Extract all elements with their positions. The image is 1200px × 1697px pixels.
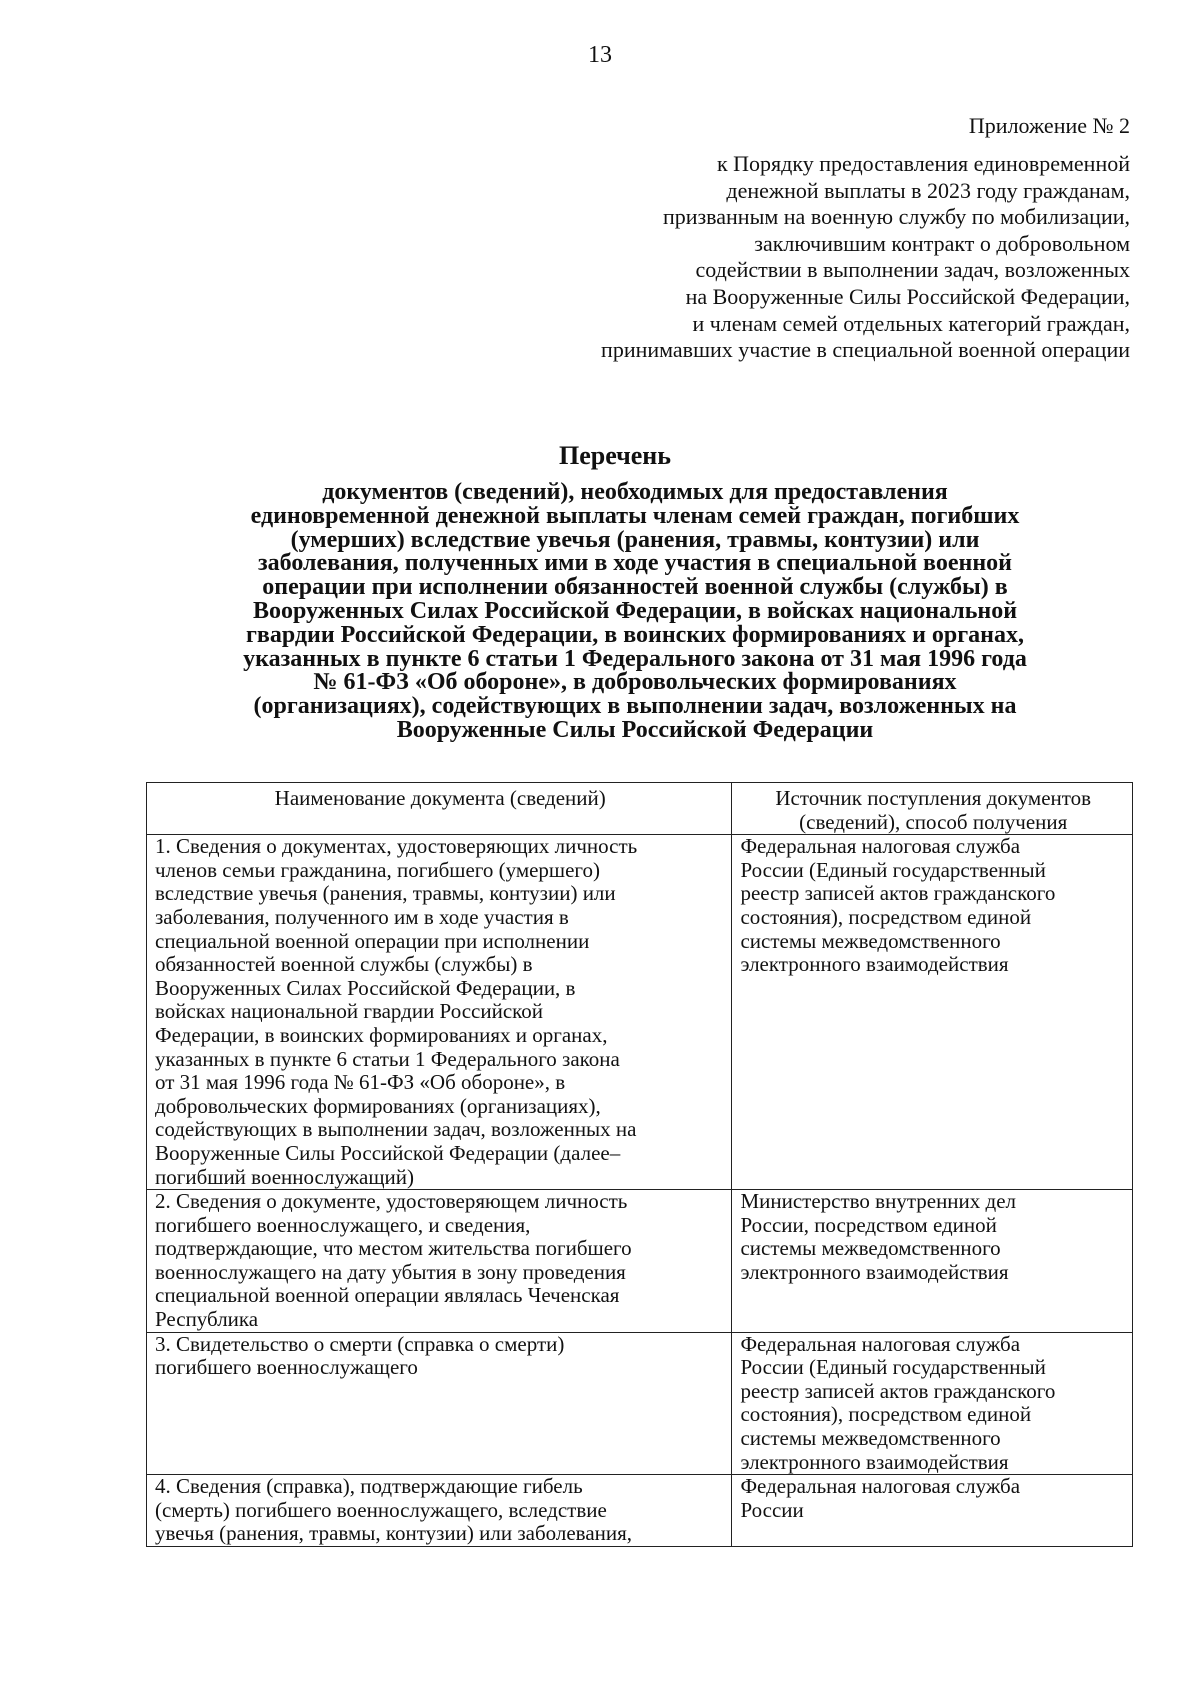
cell-source xyxy=(732,835,1133,1190)
cell-line: реестр записей актов гражданского xyxy=(740,1378,1056,1403)
subtitle-line: № 61-ФЗ «Об обороне», в добровольческих формированиях xyxy=(313,669,957,696)
appendix-line: на Вооруженные Силы Российской Федерации, xyxy=(685,283,1130,309)
header-line: (сведений), способ получения xyxy=(799,809,1068,834)
cell-line: Вооруженные Силы Российской Федерации (далее– xyxy=(155,1140,621,1165)
table-row xyxy=(147,835,1133,1190)
cell-line: системы межведомственного xyxy=(740,1426,1001,1451)
cell-line: состояния), посредством единой xyxy=(740,904,1032,929)
cell-line: электронного взаимодействия xyxy=(740,952,1009,977)
subtitle-line: заболевания, полученных ими в ходе участия в специальной военной xyxy=(258,550,1012,577)
cell-line: специальной военной операции являлась Чеченская xyxy=(155,1283,620,1308)
cell-line: добровольческих формированиях (организациях), xyxy=(155,1093,601,1118)
subtitle-line: указанных в пункте 6 статьи 1 Федерального закона от 31 мая 1996 года xyxy=(243,645,1027,672)
appendix-line: денежной выплаты в 2023 году гражданам, xyxy=(726,177,1130,203)
cell-line: увечья (ранения, травмы, контузии) или заболевания, xyxy=(155,1521,633,1546)
cell-line: России (Единый государственный xyxy=(740,1355,1046,1380)
cell-line: Министерство внутренних дел xyxy=(740,1189,1017,1214)
cell-line: вследствие увечья (ранения, травмы, контузии) или xyxy=(155,881,616,906)
cell-line: системы межведомственного xyxy=(740,1236,1001,1261)
cell-line: заболевания, полученного им в ходе участия в xyxy=(155,904,569,929)
cell-line: подтверждающие, что местом жительства погибшего xyxy=(155,1236,632,1261)
document-title: Перечень xyxy=(558,441,672,470)
cell-source xyxy=(732,1190,1133,1333)
subtitle-line: единовременной денежной выплаты членам семей граждан, погибших xyxy=(250,502,1020,529)
cell-document-name xyxy=(147,835,732,1190)
cell-line: 4. Сведения (справка), подтверждающие гибель xyxy=(155,1474,583,1499)
appendix-reference xyxy=(490,151,1130,364)
cell-line: военнослужащего на дату убытия в зону проведения xyxy=(155,1259,626,1284)
table-header-row xyxy=(147,783,1133,835)
header-document-name xyxy=(147,783,732,835)
cell-line: (смерть) погибшего военнослужащего, вследствие xyxy=(155,1497,607,1522)
subtitle-line: документов (сведений), необходимых для предоставления xyxy=(322,479,948,505)
appendix-line: содействии в выполнении задач, возложенных xyxy=(695,257,1130,283)
appendix-label: Приложение № 2 xyxy=(968,113,1130,138)
subtitle-line: гвардии Российской Федерации, в воинских формированиях и органах, xyxy=(245,621,1025,648)
cell-line: Федеральная налоговая служба xyxy=(740,834,1021,859)
subtitle-line: (организациях), содействующих в выполнении задач, возложенных на xyxy=(253,693,1017,720)
cell-source xyxy=(732,1332,1133,1475)
cell-line: погибшего военнослужащего xyxy=(155,1355,418,1380)
cell-line: от 31 мая 1996 года № 61-ФЗ «Об обороне», в xyxy=(155,1070,566,1095)
cell-line: войсках национальной гвардии Российской xyxy=(155,999,544,1024)
cell-line: содействующих в выполнении задач, возложенных на xyxy=(155,1117,637,1142)
cell-line: системы межведомственного xyxy=(740,928,1001,953)
table-row xyxy=(147,1332,1133,1475)
cell-line: членов семьи гражданина, погибшего (умершего) xyxy=(155,857,601,882)
subtitle-line: (умерших) вследствие увечья (ранения, травмы, контузии) или xyxy=(290,526,980,553)
cell-document-name xyxy=(147,1190,732,1333)
table-row xyxy=(147,1475,1133,1547)
cell-line: 2. Сведения о документе, удостоверяющем личность xyxy=(155,1189,628,1214)
appendix-line: призванным на военную службу по мобилизации, xyxy=(662,204,1130,230)
cell-line: погибшего военнослужащего, и сведения, xyxy=(155,1212,531,1237)
cell-line: специальной военной операции при исполнении xyxy=(155,928,590,953)
header-source xyxy=(732,783,1133,835)
appendix-line: заключившим контракт о добровольном xyxy=(754,230,1130,256)
cell-line: 3. Свидетельство о смерти (справка о смерти) xyxy=(155,1331,565,1356)
cell-line: электронного взаимодействия xyxy=(740,1449,1009,1474)
cell-line: указанных в пункте 6 статьи 1 Федерального закона xyxy=(155,1046,620,1071)
cell-line: электронного взаимодействия xyxy=(740,1259,1009,1284)
document-subtitle xyxy=(140,481,1130,743)
cell-line: состояния), посредством единой xyxy=(740,1402,1032,1427)
cell-line: Федеральная налоговая служба xyxy=(740,1474,1021,1499)
cell-line: обязанностей военной службы (службы) в xyxy=(155,952,533,977)
cell-document-name xyxy=(147,1475,732,1547)
cell-document-name xyxy=(147,1332,732,1475)
cell-line: реестр записей актов гражданского xyxy=(740,881,1056,906)
subtitle-line: Вооруженных Силах Российской Федерации, в войсках национальной xyxy=(252,597,1018,624)
appendix-line: принимавших участие в специальной военной операции xyxy=(601,337,1130,363)
cell-line: погибший военнослужащий) xyxy=(155,1164,415,1189)
cell-line: России (Единый государственный xyxy=(740,857,1046,882)
cell-source xyxy=(732,1475,1133,1547)
header-line: Источник поступления документов xyxy=(775,786,1092,810)
cell-line: России xyxy=(740,1497,804,1522)
cell-line: Республика xyxy=(155,1307,259,1332)
appendix-line: к Порядку предоставления единовременной xyxy=(716,151,1130,176)
cell-line: России, посредством единой xyxy=(740,1212,997,1237)
header-line: Наименование документа (сведений) xyxy=(274,786,606,810)
cell-line: Федеральная налоговая служба xyxy=(740,1331,1021,1356)
subtitle-line: операции при исполнении обязанностей военной службы (службы) в xyxy=(262,574,1008,601)
appendix-line: и членам семей отдельных категорий граждан, xyxy=(692,310,1130,336)
table-row xyxy=(147,1190,1133,1333)
page-number: 13 xyxy=(588,42,612,68)
documents-table xyxy=(146,782,1133,1547)
cell-line: Вооруженных Силах Российской Федерации, в xyxy=(155,975,576,1000)
cell-line: 1. Сведения о документах, удостоверяющих личность xyxy=(155,834,638,859)
subtitle-line: Вооруженные Силы Российской Федерации xyxy=(396,716,874,743)
cell-line: Федерации, в воинских формированиях и органах, xyxy=(155,1022,608,1047)
